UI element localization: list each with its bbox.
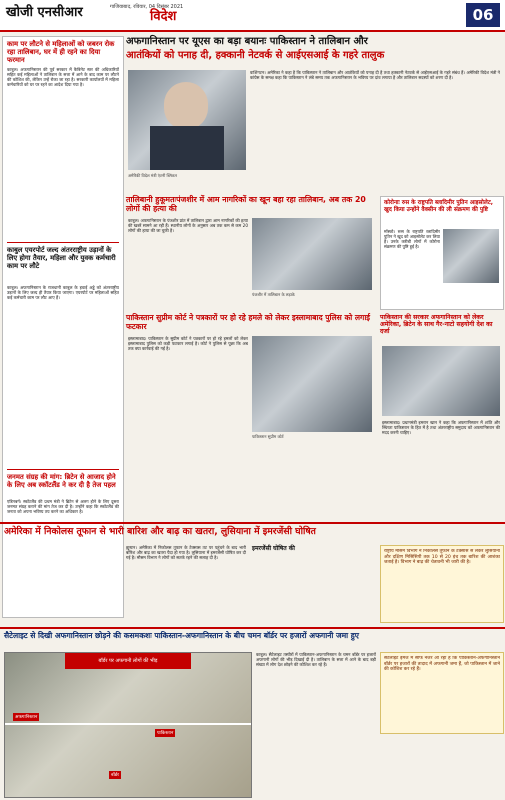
nicholas-subhead: इमरजेंसी घोषित की (252, 545, 295, 552)
putin-box (380, 196, 504, 310)
border-line (5, 723, 251, 725)
map-label: बॉर्डर पर अफगानी लोगों की भीड़ (65, 653, 191, 669)
portrait-suit (150, 126, 224, 170)
edition-line: गाजियाबाद, रविवार, 04 दिसंबर 2021 (110, 4, 184, 10)
section-divider (0, 522, 505, 524)
page-header (0, 0, 505, 32)
nicholas-text: ह्यूस्टन। अमेरिका में निकोलस तूफान के टेक्सास तट पर पहुंचने के बाद भारी बारिश और बाढ़ का खतरा पैदा हो गया है। लुसियाना में इमरजेंसी घोषित कर दी गई है। मौसम विभाग ने लोगों को सतर्क रहने की सलाह दी है। (126, 545, 246, 561)
left-story3-text: एडिनबर्ग। स्कॉटलैंड की प्रथम मंत्री ने ब्रिटेन से अलग होने के लिए दूसरा जनमत संग्रह कराने की मांग तेज कर दी है। उन्होंने कहा कि स्कॉटलैंड की जनता को अपना भविष्य तय करने का अधिकार है। (7, 499, 119, 515)
imran-text: इस्लामाबाद। प्रधानमंत्री इमरान खान ने कहा कि अफगानिस्तान में शांति और स्थिरता पाकिस्तान के हित में है तथा अंतरराष्ट्रीय समुदाय को अफगानिस्तान की मदद करनी चाहिए। (382, 420, 500, 436)
panjshir-photo (252, 218, 372, 290)
panjshir-caption: पंजशीर में तालिबान के लड़ाके (252, 292, 295, 297)
pak-court-photo (252, 336, 372, 432)
section-divider (0, 627, 505, 629)
tag-afghanistan: अफगानिस्तान (15, 715, 38, 720)
main-headline-line2: आतंकियों को पनाह दी, हक्कानी नेटवर्क से आईएसआई के गहरे तालुक (126, 50, 385, 61)
satellite-headline: सैटेलाइट से दिखी अफगानिस्तान छोड़ने की कसमकशः पाकिस्तान-अफगानिस्तान के बीच चमन बॉर्डर पर हजारों अफगानी जमा हुए (4, 631, 360, 640)
left-story1-headline: काम पर लौटने से महिलाओं को जबरन रोक रहा तालिबान, घर में ही रहने का दिया फरमान (7, 40, 115, 64)
page-number: 06 (466, 3, 500, 27)
blinken-photo (128, 70, 246, 170)
left-story2-headline: काबुल एयरपोर्ट जल्द अंतरराष्ट्रीय उड़ानों के लिए होगा तैयार, महिला और युवक कर्मचारी काम पर लौटे (7, 246, 116, 270)
nicholas-headline: अमेरिका में निकोलस तूफान से भारी बारिश और बाढ़ का खतरा, लुसियाना में इमरजेंसी घोषित (4, 526, 316, 537)
main-text: वाशिंगटन। अमेरिका ने कहा है कि पाकिस्तान ने तालिबान और आतंकियों को पनाह दी है तथा हक्कानी नेटवर्क से आईएसआई के गहरे संबंध हैं। अमेरिकी विदेश मंत्री ने कांग्रेस के समक्ष कहा कि पाकिस्तान ने लंबे समय तक अफगानिस्तान के भविष्य पर दांव लगाया है और तालिबान सदस्यों को शरण दी है। (250, 70, 500, 81)
portrait-face (164, 82, 208, 130)
putin-photo (443, 229, 499, 283)
panjshir-headline: तालिबानी हुकूमतःपंजशीर में आम नागरिकों का खून बहा रहा तालिबान, अब तक 20 लोगों की हत्या की (126, 195, 366, 213)
tag-border: बॉर्डर (111, 773, 119, 778)
satellite-image (4, 652, 252, 798)
putin-headline: कोरोनाः रुस के राष्ट्रपति ब्लादिमीर पुतिन आइसोलेट, खुद किया उन्होंने वैक्सीन की ली संक्रमण की पुष्टि (384, 200, 493, 213)
imran-headline: पाकिस्तान की सरकार अफगानिस्तान को लेकर अमेरिका, ब्रिटेन के साथ गैर-नाटो सहयोगी देश का दर्जा (380, 314, 493, 336)
imran-photo (382, 346, 500, 416)
divider (7, 242, 119, 243)
satellite-text: काबुल। सैटेलाइट तस्वीरों में पाकिस्तान-अफगानिस्तान के चमन बॉर्डर पर हजारों अफगानी लोगों की भीड़ दिखाई दी है। तालिबान के सत्ता में आने के बाद बड़ी संख्या में लोग देश छोड़ने की कोशिश कर रहे हैं। (256, 652, 376, 668)
divider (7, 469, 119, 470)
section-title: विदेश (150, 9, 177, 24)
photo-caption: अमेरिकी विदेश मंत्री एंटनी ब्लिंकन (128, 173, 177, 178)
pak-court-text: इस्लामाबाद। पाकिस्तान के सुप्रीम कोर्ट ने पत्रकारों पर हो रहे हमलों को लेकर इस्लामाबाद पुलिस को कड़ी फटकार लगाई है। कोर्ट ने पुलिस से पूछा कि अब तक क्या कार्रवाई की गई है। (128, 336, 248, 352)
left-story1-text: काबुल। अफगानिस्तान की पूर्व सरकार में कैबिनेट स्तर की अधिकारियों सहित कई महिलाओं ने तालिबान के सत्ता में आने के बाद काम पर लौटने की कोशिश की, लेकिन उन्हें रोका जा रहा है। सरकारी कार्यालयों में महिला कर्मचारियों को घर पर रहने का आदेश दिया गया है। (7, 67, 119, 88)
tag-pakistan: पाकिस्तान (157, 731, 174, 736)
putin-text: मॉस्को। रूस के राष्ट्रपति व्लादिमीर पुतिन ने खुद को आइसोलेट कर लिया है। उनके करीबी लोगों में कोरोना संक्रमण की पुष्टि हुई है। (384, 229, 440, 250)
pak-court-caption: पाकिस्तान सुप्रीम कोर्ट (252, 434, 284, 439)
panjshir-text: काबुल। अफगानिस्तान के पंजशीर प्रांत में तालिबान द्वारा आम नागरिकों की हत्या की खबरें सामने आ रही हैं। स्थानीय लोगों के अनुसार अब तक कम से कम 20 लोगों की हत्या की जा चुकी है। (128, 218, 248, 234)
main-headline-line1: अफगानिस्तान पर यूएस का बड़ा बयानः पाकिस्तान ने तालिबान और (126, 36, 368, 47)
left-story2-text: काबुल। अफगानिस्तान के राजधानी काबुल के हवाई अड्डे को अंतरराष्ट्रीय उड़ानों के लिए जल्द ही तैयार किया जाएगा। एयरपोर्ट पर महिलाओं सहित कई कर्मचारी काम पर लौट आए हैं। (7, 285, 119, 301)
pak-court-headline: पाकिस्तान सुप्रीम कोर्ट ने पत्रकारों पर हो रहे हमले को लेकर इस्लामाबाद पुलिस को लगाई फटकार (126, 313, 371, 331)
satellite-highlight: सैटेलाइट इमेज में साफ नजर आ रहा है कि पाकिस्तान-अफगानिस्तान बॉर्डर पर हजारों की तादाद में अफगानी जमा हैं, जो पाकिस्तान में जाने की कोशिश कर रहे हैं। (384, 656, 500, 673)
masthead-brand: खोजी एनसीआर (6, 5, 83, 20)
nicholas-highlight: राष्ट्रीय मौसम विभाग ने निकोलस तूफान के टेक्सास से लेकर लुसियाना और दक्षिण मिसिसिपी तक 10 से 20 इंच तक बारिश की आशंका जताई है। विभाग ने बाढ़ की चेतावनी भी जारी की है। (384, 549, 500, 566)
left-story3-headline: जनमत संग्रह की मांग: ब्रिटेन से आजाद होने के लिए अब स्कॉटलैंड ने कर दी है तेज पहल (7, 473, 116, 489)
nicholas-highlight-box (380, 545, 504, 623)
satellite-highlight-box (380, 652, 504, 734)
